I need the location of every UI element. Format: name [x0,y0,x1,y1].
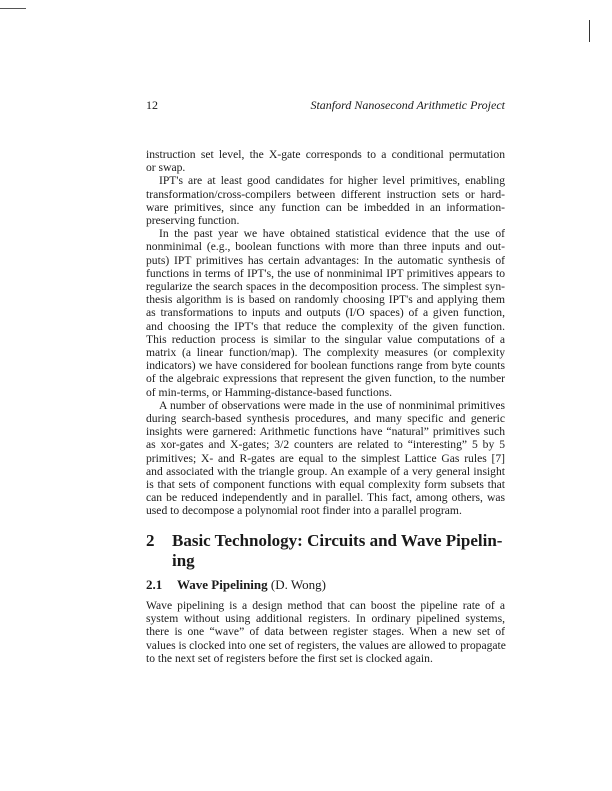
text-line: matrix (a linear function/map). The complexity measures (or complexity [146,346,505,359]
subsection-author: (D. Wong) [270,577,326,592]
text-line: instruction set level, the X-gate corresponds to a conditional permutation [146,148,505,161]
text-line: IPT's are at least good candidates for higher level primitives, enabling [159,174,505,188]
text-line: ware primitives, since any function can be imbedded in an information- [146,200,505,214]
text-line: transformation/cross-compilers between different instruction sets or hard- [146,187,505,201]
text-line: used to decompose a polynomial root finder into a parallel program. [146,504,462,518]
text-line: preserving function. [146,214,240,227]
text-line: as xor-gates and X-gates; 3/2 counters are related to “interesting” 5 by 5 [146,438,505,452]
page-number: 12 [146,98,158,112]
section-title-line1: Basic Technology: Circuits and Wave Pipelin- [172,531,503,550]
text-line: indicators) we have considered for boolean functions range from byte counts [146,359,505,373]
text-line: during search-based synthesis procedures, and many specific and generic [146,412,505,425]
text-line: is that sets of component functions with equal complexity form subsets that [146,478,505,491]
subsection-number: 2.1 [146,577,163,592]
text-line: or swap. [146,161,186,175]
text-line: This reduction process is similar to the singular value computations of a [146,332,505,346]
text-line: thesis algorithm is is based on randomly choosing IPT's and applying them [146,293,505,307]
subsection-heading [146,577,326,593]
text-line: regularize the search spaces in the decomposition process. The simplest syn- [146,280,505,293]
text-line: insights were garnered: Arithmetic functions have “natural” primitives such [146,425,505,439]
text-line: system without using additional registers. In ordinary pipelined systems, [146,612,505,626]
section-title-line2: ing [172,551,195,570]
scan-artifact-line [0,8,26,9]
scan-artifact-mark [589,20,590,42]
text-line: values is clocked into one set of registers, the values are allowed to propagate [146,638,506,652]
text-line: as transformations to inputs and outputs (I/O spaces) of a given function, [146,306,505,320]
subsection-title: Wave Pipelining [177,577,268,592]
running-title: Stanford Nanosecond Arithmetic Project [310,98,505,112]
text-line: A number of observations were made in the use of nonminimal primitives [159,398,505,412]
section-number: 2 [146,531,155,550]
section-heading [146,531,502,551]
text-line: nonminimal (e.g., boolean functions with more than three inputs and out- [146,240,505,254]
text-line: Wave pipelining is a design method that can boost the pipeline rate of a [146,599,505,612]
text-line: there is one “wave” of data between register stages. When a new set of [146,625,505,639]
text-line: and choosing the IPT's that reduce the complexity of the given function. [146,319,505,333]
text-line: primitives; X- and R-gates are equal to the simplest Lattice Gas rules [7] [146,451,505,465]
text-line: of the algebraic expressions that represent the given function, to the number [146,372,505,386]
text-line: to the next set of registers before the first set is clocked again. [146,651,433,665]
text-line: functions in terms of IPT's, the use of nonminimal IPT primitives appears to [146,266,505,280]
text-line: puts) IPT primitives has certain advantages: In the automatic synthesis of [146,253,505,267]
text-line: can be reduced independently and in parallel. This fact, among others, was [146,491,505,505]
text-line: and associated with the triangle group. An example of a very general insight [146,464,505,478]
text-line: of min-terms, or Hamming-distance-based functions. [146,385,392,399]
text-line: In the past year we have obtained statistical evidence that the use of [159,227,505,241]
